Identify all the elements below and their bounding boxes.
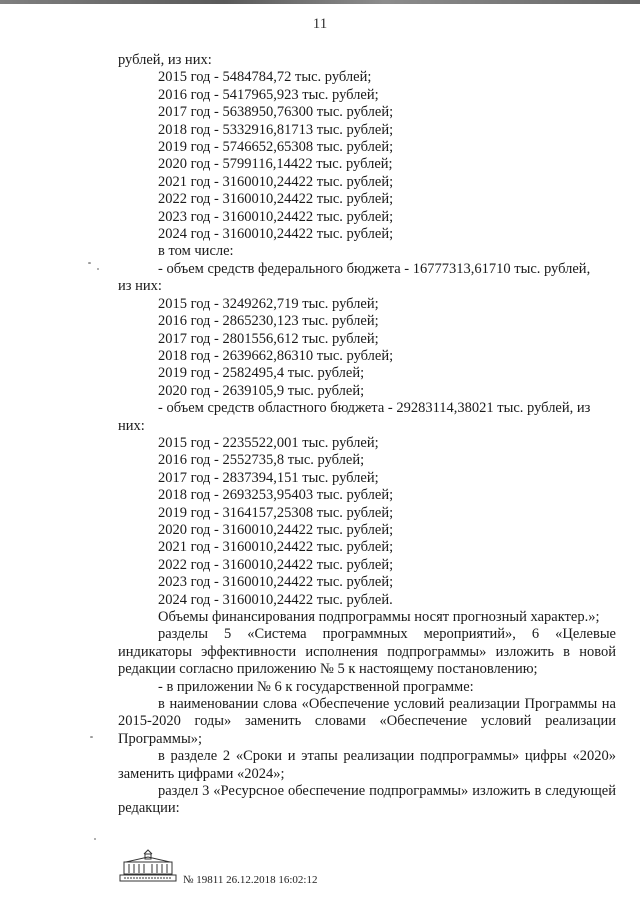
regional-budget-line: - объем средств областного бюджета - 29283114,38021 тыс. рублей, из: [158, 400, 591, 417]
text-line-annex-6: - в приложении № 6 к государственной программе:: [158, 678, 474, 695]
page-number: 11: [312, 16, 328, 32]
text-line: из них:: [118, 278, 162, 295]
year-line: 2017 год - 2801556,612 тыс. рублей;: [158, 330, 379, 347]
text-line: в том числе:: [158, 243, 234, 260]
year-line: 2020 год - 2639105,9 тыс. рублей;: [158, 382, 365, 399]
scan-speck: [90, 736, 93, 738]
year-line: 2024 год - 3160010,24422 тыс. рублей.: [158, 591, 393, 608]
year-line: 2015 год - 5484784,72 тыс. рублей;: [158, 69, 372, 86]
paragraph-name-change: в наименовании слова «Обеспечение условий реализации Программы на 2015-2020 годы» заменить словами «Обеспечение условий реализации Программы»;: [118, 696, 616, 747]
year-line: 2016 год - 5417965,923 тыс. рублей;: [158, 86, 379, 103]
year-line: 2022 год - 3160010,24422 тыс. рублей;: [158, 191, 394, 208]
year-line: 2023 год - 3160010,24422 тыс. рублей;: [158, 574, 394, 591]
document-body: [118, 52, 616, 818]
year-line: 2018 год - 2693253,95403 тыс. рублей;: [158, 487, 394, 504]
year-line: 2018 год - 5332916,81713 тыс. рублей;: [158, 121, 394, 138]
year-line: 2016 год - 2865230,123 тыс. рублей;: [158, 313, 379, 330]
year-line: 2021 год - 3160010,24422 тыс. рублей;: [158, 539, 394, 556]
year-line: 2019 год - 2582495,4 тыс. рублей;: [158, 365, 365, 382]
scan-top-edge: [0, 0, 640, 4]
year-line: 2022 год - 3160010,24422 тыс. рублей;: [158, 556, 394, 573]
year-line: 2023 год - 3160010,24422 тыс. рублей;: [158, 208, 394, 225]
text-line: рублей, из них:: [118, 52, 212, 68]
year-line: 2020 год - 5799116,14422 тыс. рублей;: [158, 156, 393, 173]
registration-stamp: № 19811 26.12.2018 16:02:12: [183, 874, 318, 886]
paragraph-section-2: в разделе 2 «Сроки и этапы реализации подпрограммы» цифры «2020» заменить цифрами «2024»;: [118, 748, 616, 782]
federal-budget-line: - объем средств федерального бюджета - 16777313,61710 тыс. рублей,: [158, 260, 591, 277]
year-line: 2019 год - 5746652,65308 тыс. рублей;: [158, 139, 394, 156]
year-line: 2019 год - 3164157,25308 тыс. рублей;: [158, 504, 394, 521]
year-line: 2015 год - 3249262,719 тыс. рублей;: [158, 295, 379, 312]
text-line: Объемы финансирования подпрограммы носят прогнозный характер.»;: [158, 609, 600, 625]
paragraph-section-3: раздел 3 «Ресурсное обеспечение подпрограммы» изложить в следующей редакции:: [118, 783, 616, 817]
scan-speck: [97, 268, 99, 270]
year-line: 2015 год - 2235522,001 тыс. рублей;: [158, 434, 379, 451]
paragraph-sections-5-6: разделы 5 «Система программных мероприятий», 6 «Целевые индикаторы эффективности исполнения подпрограммы» изложить в новой редакции согласно приложению № 5 к настоящему постановлению;: [118, 626, 616, 678]
year-line: 2020 год - 3160010,24422 тыс. рублей;: [158, 521, 394, 538]
text-line: них:: [118, 417, 145, 434]
year-line: 2017 год - 2837394,151 тыс. рублей;: [158, 469, 379, 486]
year-line: 2021 год - 3160010,24422 тыс. рублей;: [158, 173, 394, 190]
year-line: 2016 год - 2552735,8 тыс. рублей;: [158, 452, 365, 469]
scan-speck: [88, 262, 91, 264]
scan-speck: [94, 838, 96, 840]
building-seal-icon: [118, 848, 178, 884]
year-line: 2017 год - 5638950,76300 тыс. рублей;: [158, 104, 394, 121]
year-line: 2018 год - 2639662,86310 тыс. рублей;: [158, 347, 394, 364]
year-line: 2024 год - 3160010,24422 тыс. рублей;: [158, 226, 394, 243]
